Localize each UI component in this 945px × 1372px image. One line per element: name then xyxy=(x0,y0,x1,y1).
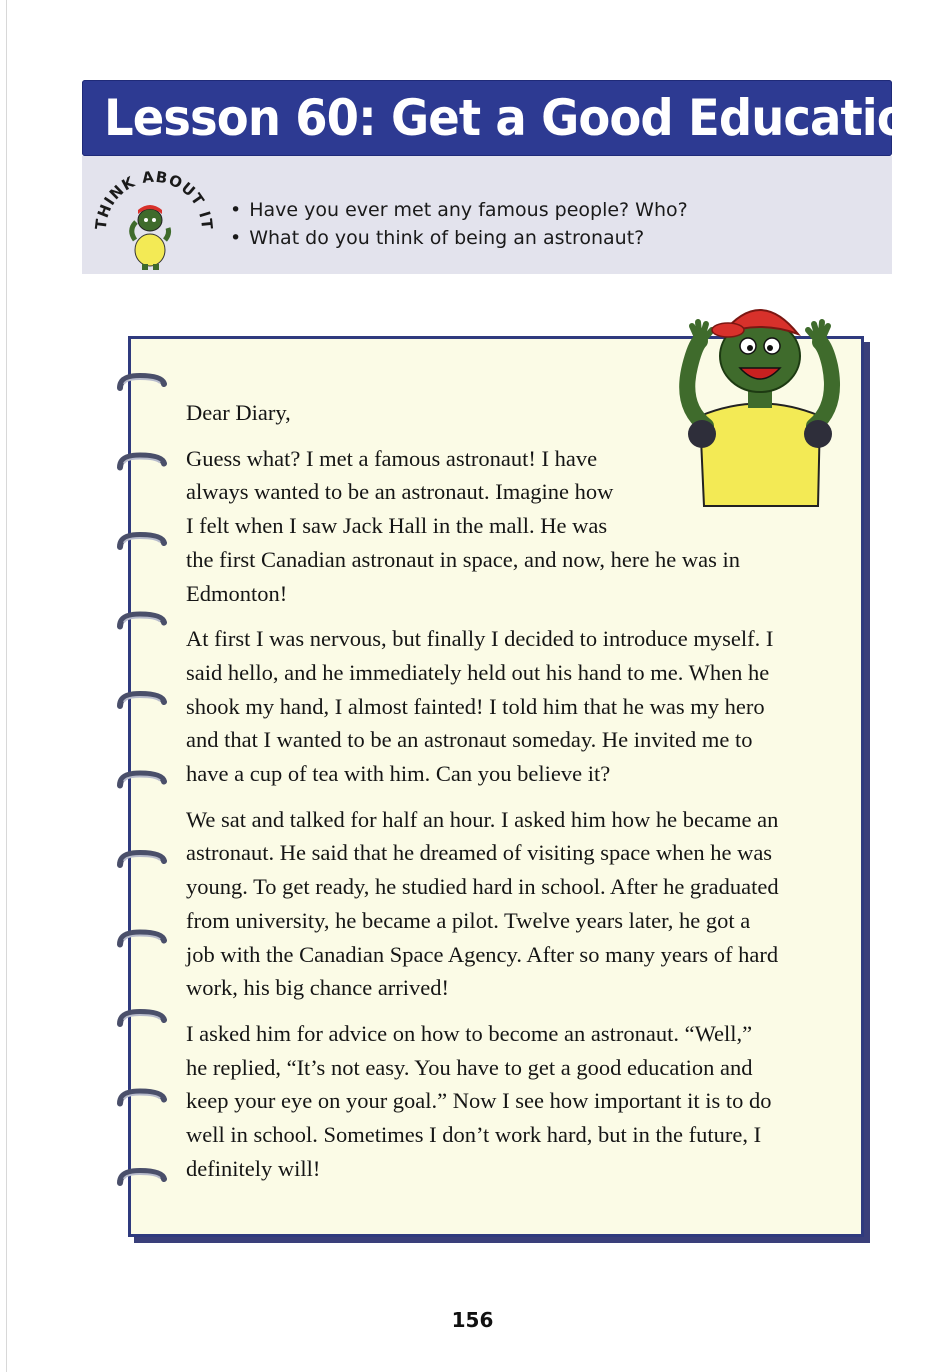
diary-line: definitely will! xyxy=(186,1155,321,1181)
diary-line: At first I was nervous, but finally I decided to introduce myself. I xyxy=(186,626,774,652)
diary-line: Guess what? I met a famous astronaut! I have xyxy=(186,445,598,471)
diary-paragraph xyxy=(186,1017,836,1186)
spiral-ring-icon xyxy=(120,694,164,706)
spiral-ring-icon xyxy=(120,1092,164,1104)
diary-greeting: Dear Diary, xyxy=(186,400,291,425)
spiral-ring-icon xyxy=(120,535,164,547)
diary-paragraphs xyxy=(186,442,836,1186)
spiral-ring-icon xyxy=(120,774,164,786)
diary-line: work, his big chance arrived! xyxy=(186,975,450,1001)
spiral-ring-icon xyxy=(120,376,164,388)
spiral-ring-icon xyxy=(120,853,164,865)
think-about-it-box xyxy=(82,156,892,274)
diary-line: always wanted to be an astronaut. Imagine how xyxy=(186,479,614,505)
turtle-mascot-icon xyxy=(132,205,169,270)
question-text: What do you think of being an astronaut? xyxy=(249,227,645,249)
spiral-ring-icon xyxy=(120,1012,164,1024)
diary-paragraph xyxy=(186,622,836,791)
spiral-ring-icon xyxy=(120,933,164,945)
spiral-ring-icon xyxy=(120,615,164,627)
bullet-icon: • xyxy=(230,227,242,249)
lesson-title: Lesson 60: Get a Good Education xyxy=(104,89,940,147)
question-item xyxy=(230,224,688,252)
notebook-spiral-binding xyxy=(110,360,180,1200)
diary-line: keep your eye on your goal.” Now I see how important it is to do xyxy=(186,1088,772,1114)
diary-line: he replied, “It’s not easy. You have to get a good education and xyxy=(186,1054,753,1080)
diary-line: shook my hand, I almost fainted! I told him that he was my hero xyxy=(186,693,765,719)
diary-line: We sat and talked for half an hour. I asked him how he became an xyxy=(186,806,779,832)
diary-line: said hello, and he immediately held out his hand to me. When he xyxy=(186,659,770,685)
diary-paragraph xyxy=(186,803,836,1005)
diary-line: have a cup of tea with him. Can you believe it? xyxy=(186,761,611,787)
diary-entry xyxy=(186,396,836,1197)
bullet-icon: • xyxy=(230,199,242,221)
diary-line: and that I wanted to be an astronaut someday. He invited me to xyxy=(186,727,753,753)
spiral-ring-icon xyxy=(120,456,164,468)
diary-line: from university, he became a pilot. Twelve years later, he got a xyxy=(186,907,751,933)
diary-line: job with the Canadian Space Agency. After so many years of hard xyxy=(186,941,779,967)
question-text: Have you ever met any famous people? Who? xyxy=(249,199,688,221)
page-number: 156 xyxy=(451,1308,494,1332)
spiral-ring-icon xyxy=(120,1171,164,1183)
diary-line: the first Canadian astronaut in space, and now, here he was in xyxy=(186,546,740,572)
diary-line: well in school. Sometimes I don’t work hard, but in the future, I xyxy=(186,1122,762,1148)
lesson-title-bar xyxy=(82,80,940,156)
page-edge xyxy=(6,0,7,1372)
diary-line: I asked him for advice on how to become an astronaut. “Well,” xyxy=(186,1020,753,1046)
diary-line: Edmonton! xyxy=(186,580,288,606)
diary-line: I felt when I saw Jack Hall in the mall. He was xyxy=(186,513,608,539)
diary-line: astronaut. He said that he dreamed of visiting space when he was xyxy=(186,840,773,866)
think-questions xyxy=(230,196,688,252)
diary-paragraph xyxy=(186,442,836,611)
question-item xyxy=(230,196,688,224)
diary-line: young. To get ready, he studied hard in school. After he graduated xyxy=(186,874,779,900)
think-about-it-badge xyxy=(88,160,218,270)
badge-arc-text: THINK ABOUT IT xyxy=(91,167,217,232)
